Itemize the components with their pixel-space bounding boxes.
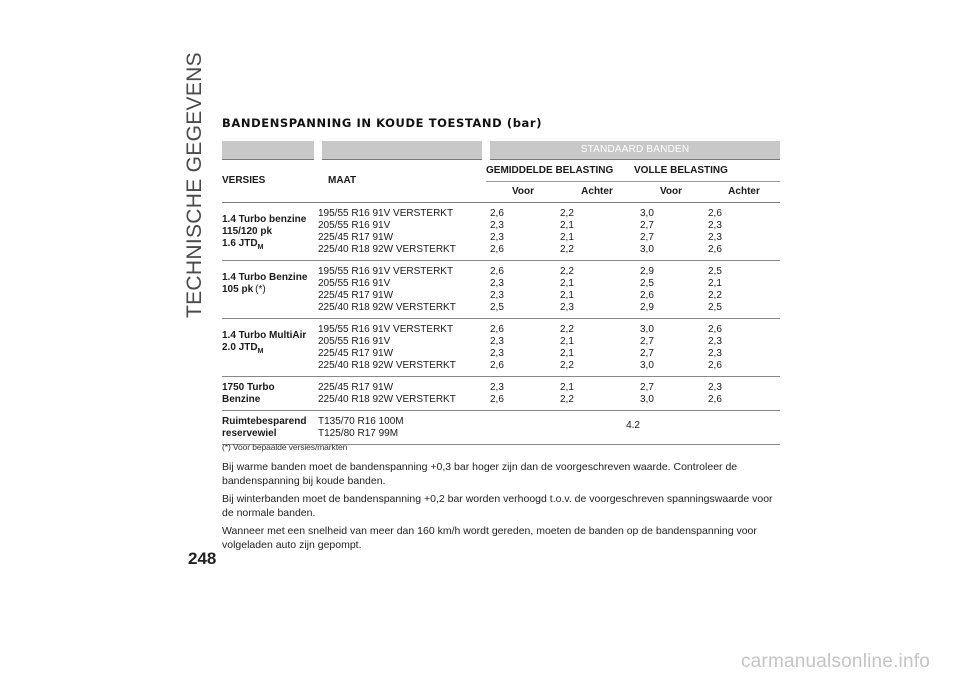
pressure-full-front: 3,0	[640, 244, 654, 255]
pressure-full-front: 2,9	[640, 266, 654, 277]
tire-size: 225/40 R18 92W VERSTERKT	[318, 244, 456, 255]
pressure-full-rear: 2,5	[708, 266, 722, 277]
pressure-full-rear-cell	[708, 203, 780, 261]
pressure-full-front: 2,7	[640, 382, 654, 393]
pressure-avg-rear: 2,2	[560, 244, 574, 255]
pressure-full-rear: 2,3	[708, 382, 722, 393]
header-versies: VERSIES	[222, 160, 318, 203]
version-name-line	[222, 394, 318, 406]
pressure-full-front: 3,0	[640, 324, 654, 335]
tire-size-cell	[318, 203, 486, 261]
pressure-avg-rear: 2,1	[560, 336, 574, 347]
version-name-line	[222, 238, 318, 254]
tire-size: 205/55 R16 91V	[318, 278, 391, 289]
version-name-line: Ruimtebesparend	[222, 416, 307, 427]
tire-size: T125/80 R17 99M	[318, 428, 399, 439]
tire-size: 225/45 R17 91W	[318, 382, 394, 393]
pressure-avg-front: 2,3	[490, 278, 504, 289]
pressure-full-front-cell	[634, 319, 708, 377]
pressure-full-front: 2,7	[640, 232, 654, 243]
version-cell	[222, 377, 318, 411]
table-row	[222, 377, 780, 411]
pressure-avg-rear: 2,2	[560, 324, 574, 335]
version-name-line: 1.4 Turbo MultiAir	[222, 330, 307, 341]
tire-size-cell	[318, 261, 486, 319]
version-name-text: 1.6 JTD	[222, 238, 258, 249]
version-cell	[222, 411, 318, 445]
table-header-band	[222, 141, 780, 160]
pressure-full-front: 3,0	[640, 394, 654, 405]
tire-size: 225/40 R18 92W VERSTERKT	[318, 360, 456, 371]
version-cell	[222, 319, 318, 377]
pressure-avg-rear-cell	[560, 377, 634, 411]
pressure-full-front: 2,7	[640, 336, 654, 347]
paragraph-warm-tires: Bij warme banden moet de bandenspanning +0,3 bar hoger zijn dan de voorgeschreven waarde. Controleer de bandenspanning bij koude banden.	[222, 461, 738, 487]
pressure-full-rear: 2,5	[708, 302, 722, 313]
version-cell	[222, 203, 318, 261]
pressure-avg-rear: 2,1	[560, 348, 574, 359]
header-band-cell	[222, 141, 318, 160]
version-subscript: M	[257, 348, 264, 355]
pressure-avg-front-cell	[486, 377, 560, 411]
pressure-avg-front: 2,3	[490, 336, 504, 347]
subheader-rear-avg: Achter	[560, 182, 634, 203]
pressure-full-rear: 2,2	[708, 290, 722, 301]
pressure-full-rear-cell	[708, 377, 780, 411]
version-name-line	[222, 342, 318, 358]
version-name-line	[222, 284, 318, 296]
paragraph-high-speed: Wanneer met een snelheid van meer dan 160 km/h wordt gereden, moeten de banden op de bandenspanning voor volgeladen auto zijn gepompt.	[222, 525, 757, 551]
pressure-full-rear: 2,3	[708, 232, 722, 243]
header-average-load: GEMIDDELDE BELASTING	[486, 160, 634, 182]
version-name-line: 1750 Turbo	[222, 382, 275, 393]
tire-size: 195/55 R16 91V VERSTERKT	[318, 208, 454, 219]
pressure-full-front: 3,0	[640, 360, 654, 371]
version-name-text: 2.0 JTD	[222, 342, 258, 353]
pressure-full-rear: 2,3	[708, 348, 722, 359]
subheader-rear-full: Achter	[708, 182, 780, 203]
version-name-line: 1.4 Turbo Benzine	[222, 272, 308, 283]
version-name-text: 105 pk	[222, 284, 254, 295]
pressure-avg-rear: 2,1	[560, 220, 574, 231]
section-title: BANDENSPANNING IN KOUDE TOESTAND (bar)	[222, 116, 543, 130]
tire-size: 205/55 R16 91V	[318, 336, 391, 347]
pressure-avg-front: 2,6	[490, 266, 504, 277]
pressure-avg-rear-cell	[560, 261, 634, 319]
tire-size: 225/45 R17 91W	[318, 348, 394, 359]
pressure-full-front: 2,7	[640, 220, 654, 231]
header-band-cell	[318, 141, 486, 160]
pressure-avg-rear-cell	[560, 203, 634, 261]
pressure-avg-front: 2,6	[490, 360, 504, 371]
pressure-avg-front-cell	[486, 203, 560, 261]
pressure-full-front-cell	[634, 377, 708, 411]
pressure-avg-front: 2,3	[490, 348, 504, 359]
pressure-full-front: 2,9	[640, 302, 654, 313]
pressure-avg-front: 2,6	[490, 244, 504, 255]
pressure-full-rear: 2,6	[708, 360, 722, 371]
pressure-full-rear-cell	[708, 261, 780, 319]
version-cell	[222, 261, 318, 319]
header-maat: MAAT	[318, 160, 486, 203]
paragraph-winter-tires: Bij winterbanden moet de bandenspanning +0,2 bar worden verhoogd t.o.v. de voorgeschreven spanningswaarde voor de normale banden.	[222, 493, 773, 519]
pressure-avg-front: 2,3	[490, 232, 504, 243]
pressure-full-front: 2,6	[640, 290, 654, 301]
pressure-full-front: 2,7	[640, 348, 654, 359]
pressure-avg-rear: 2,2	[560, 208, 574, 219]
pressure-avg-rear: 2,1	[560, 278, 574, 289]
tire-size: 225/40 R18 92W VERSTERKT	[318, 394, 456, 405]
pressure-full-rear: 2,6	[708, 324, 722, 335]
pressure-avg-rear: 2,1	[560, 232, 574, 243]
tire-size: T135/70 R16 100M	[318, 416, 404, 427]
table-header-row	[222, 160, 780, 182]
pressure-avg-front: 2,3	[490, 290, 504, 301]
body-text	[222, 461, 787, 557]
pressure-full-rear-cell	[708, 319, 780, 377]
pressure-full-front-cell	[634, 203, 708, 261]
pressure-full-rear: 2,3	[708, 336, 722, 347]
version-footnote-mark: (*)	[255, 284, 266, 295]
tire-size-cell	[318, 411, 486, 445]
header-standard-tires: STANDAARD BANDEN	[486, 141, 780, 160]
pressure-full-rear: 2,6	[708, 208, 722, 219]
pressure-avg-front-cell	[486, 261, 560, 319]
tire-size: 225/40 R18 92W VERSTERKT	[318, 302, 456, 313]
pressure-avg-front: 2,6	[490, 324, 504, 335]
table-row	[222, 203, 780, 261]
pressure-avg-rear-cell	[560, 319, 634, 377]
pressure-avg-rear: 2,1	[560, 290, 574, 301]
spare-pressure-value: 4.2	[486, 411, 780, 445]
side-chapter-title	[181, 52, 225, 318]
subheader-front-avg: Voor	[486, 182, 560, 203]
pressure-full-rear: 2,1	[708, 278, 722, 289]
tire-size-cell	[318, 319, 486, 377]
tire-pressure-table	[222, 141, 780, 445]
pressure-avg-front-cell	[486, 319, 560, 377]
pressure-avg-rear: 2,2	[560, 266, 574, 277]
version-name-line: 115/120 pk	[222, 226, 273, 237]
version-name-line: reservewiel	[222, 428, 277, 439]
pressure-full-rear: 2,6	[708, 394, 722, 405]
pressure-avg-front: 2,5	[490, 302, 504, 313]
pressure-avg-rear: 2,2	[560, 360, 574, 371]
pressure-avg-front: 2,6	[490, 208, 504, 219]
pressure-avg-rear: 2,1	[560, 382, 574, 393]
tire-size: 225/45 R17 91W	[318, 290, 394, 301]
tire-size: 195/55 R16 91V VERSTERKT	[318, 266, 454, 277]
table-row	[222, 261, 780, 319]
subheader-front-full: Voor	[634, 182, 708, 203]
pressure-full-rear: 2,3	[708, 220, 722, 231]
table-row	[222, 319, 780, 377]
tire-size: 195/55 R16 91V VERSTERKT	[318, 324, 454, 335]
version-name-text: Benzine	[222, 394, 261, 405]
header-full-load: VOLLE BELASTING	[634, 160, 780, 182]
table-row-spare	[222, 411, 780, 445]
pressure-avg-front: 2,6	[490, 394, 504, 405]
table-footnote: (*) Voor bepaalde versies/markten	[222, 442, 348, 452]
pressure-full-front-cell	[634, 261, 708, 319]
pressure-avg-rear: 2,2	[560, 394, 574, 405]
pressure-avg-front: 2,3	[490, 382, 504, 393]
version-name-line: 1.4 Turbo benzine	[222, 214, 307, 225]
page-number: 248	[188, 549, 217, 568]
tire-size: 225/45 R17 91W	[318, 232, 394, 243]
pressure-avg-rear: 2,3	[560, 302, 574, 313]
pressure-full-rear: 2,6	[708, 244, 722, 255]
tire-size: 205/55 R16 91V	[318, 220, 391, 231]
pressure-avg-front: 2,3	[490, 220, 504, 231]
pressure-full-front: 2,5	[640, 278, 654, 289]
side-chapter-title-text: TECHNISCHE GEGEVENS	[183, 52, 206, 318]
tire-size-cell	[318, 377, 486, 411]
pressure-full-front: 3,0	[640, 208, 654, 219]
version-subscript: M	[257, 244, 264, 251]
watermark-text: carmanualsonline.info	[740, 651, 930, 672]
